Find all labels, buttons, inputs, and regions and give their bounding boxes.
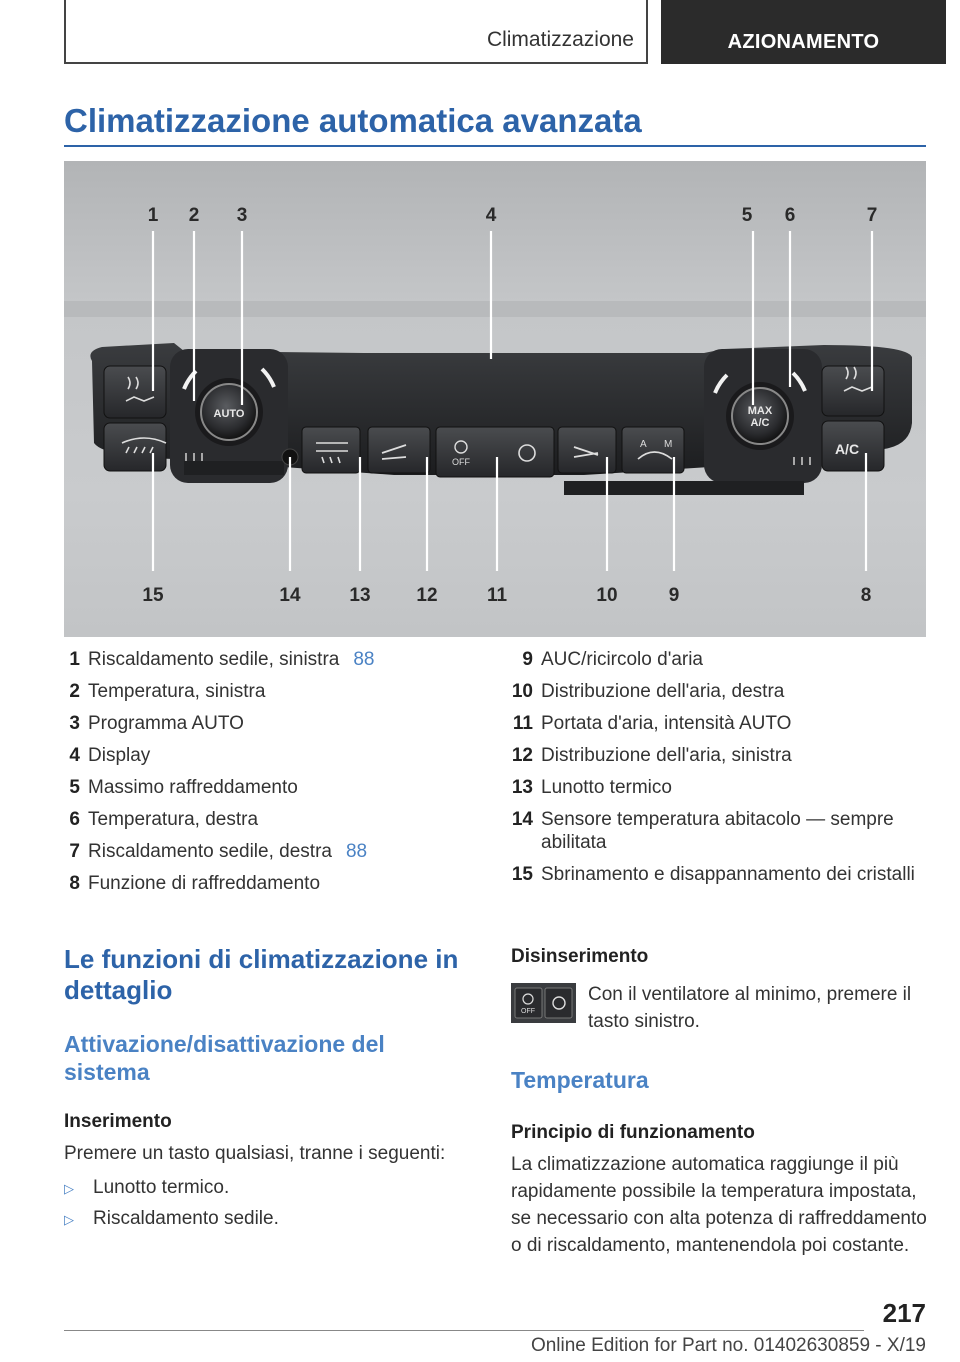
legend-number: 14 bbox=[511, 809, 533, 830]
legend-number: 9 bbox=[522, 649, 533, 670]
legend-label: Portata d'aria, intensità AUTO bbox=[541, 713, 792, 734]
legend-label: Riscaldamento sedile, sinistra bbox=[88, 649, 340, 670]
max-knob-label-1: MAX bbox=[747, 405, 773, 417]
header-chapter-tab: AZIONAMENTO bbox=[661, 0, 946, 64]
legend-number: 11 bbox=[512, 713, 533, 734]
legend-label: Sensore temperatura abitacolo — sempre abilitata bbox=[541, 809, 894, 853]
callout-number: 5 bbox=[741, 205, 753, 226]
callout-number: 6 bbox=[784, 205, 796, 226]
legend-item bbox=[64, 776, 484, 799]
legend-item bbox=[64, 840, 484, 863]
thumb-off-label: OFF bbox=[521, 1008, 535, 1015]
legend-label: Sbrinamento e disappannamento dei cristalli bbox=[541, 864, 915, 885]
legend-number: 7 bbox=[69, 841, 80, 862]
legend-text bbox=[533, 680, 784, 703]
inserimento-title: Inserimento bbox=[64, 1111, 172, 1132]
callout-number: 11 bbox=[486, 585, 508, 606]
callout-number: 4 bbox=[485, 205, 497, 226]
max-knob-label-2: A/C bbox=[750, 417, 770, 429]
legend-label: Funzione di raffreddamento bbox=[88, 873, 321, 894]
legend-text bbox=[80, 872, 320, 895]
auto-knob-label: AUTO bbox=[213, 408, 245, 420]
bullet-text: Riscaldamento sedile. bbox=[93, 1208, 279, 1229]
bullet-item bbox=[64, 1177, 229, 1199]
legend-item bbox=[510, 776, 930, 799]
triangle-bullet-icon: ▷ bbox=[64, 1181, 74, 1196]
legend-item bbox=[64, 680, 484, 703]
callout-number: 1 bbox=[147, 205, 159, 226]
legend-text bbox=[533, 744, 792, 767]
legend-left bbox=[64, 648, 484, 904]
disinserimento-text: Con il ventilatore al minimo, premere il tasto sinistro. bbox=[588, 984, 912, 1032]
legend-item bbox=[64, 648, 484, 671]
auc-m-label: M bbox=[664, 439, 673, 450]
bullet-item bbox=[64, 1208, 279, 1230]
page-number: 217 bbox=[882, 1298, 926, 1328]
legend-label: Temperatura, sinistra bbox=[88, 681, 266, 702]
legend-label: Riscaldamento sedile, destra bbox=[88, 841, 332, 862]
legend-right bbox=[510, 648, 930, 895]
callout-number: 15 bbox=[142, 585, 164, 606]
callout-number: 14 bbox=[279, 585, 301, 606]
subheading-activation: Attivazione/disattivazione del sistema bbox=[64, 1031, 385, 1085]
legend-label: Distribuzione dell'aria, destra bbox=[541, 681, 785, 702]
legend-text bbox=[80, 712, 244, 735]
title-rule bbox=[64, 145, 926, 147]
callout-number: 2 bbox=[188, 205, 200, 226]
auc-a-label: A bbox=[640, 439, 647, 450]
legend-text bbox=[533, 863, 915, 886]
principle-title: Principio di funzionamento bbox=[511, 1122, 755, 1143]
callout-number: 3 bbox=[236, 205, 248, 226]
page-title: Climatizzazione automatica avanzata bbox=[64, 102, 642, 139]
legend-item bbox=[510, 680, 930, 703]
legend-item bbox=[510, 712, 930, 735]
legend-text bbox=[533, 648, 703, 671]
principle-text: La climatizzazione automatica raggiunge il più rapidamente possibile la temperatura impostata, se necessario con alta potenza di raffreddamento o di riscaldamento, mantenendola poi costante. bbox=[511, 1154, 927, 1256]
legend-number: 13 bbox=[511, 777, 533, 798]
section-heading-functions: Le funzioni di climatizzazione in dettaglio bbox=[64, 944, 459, 1005]
legend-item bbox=[510, 648, 930, 671]
legend-item bbox=[510, 863, 930, 886]
callout-number: 13 bbox=[349, 585, 371, 606]
callout-number: 9 bbox=[668, 585, 680, 606]
legend-text bbox=[80, 808, 258, 831]
legend-text bbox=[533, 776, 672, 799]
legend-label: Massimo raffreddamento bbox=[88, 777, 298, 798]
legend-item bbox=[64, 744, 484, 767]
legend-text bbox=[80, 648, 374, 671]
legend-label: Temperatura, destra bbox=[88, 809, 259, 830]
footer-edition: Online Edition for Part no. 01402630859 - X/19 bbox=[530, 1335, 926, 1356]
legend-item bbox=[64, 872, 484, 895]
inserimento-text: Premere un tasto qualsiasi, tranne i seguenti: bbox=[64, 1143, 446, 1164]
legend-item bbox=[510, 808, 930, 854]
legend-label: Lunotto termico bbox=[541, 777, 672, 798]
legend-text bbox=[533, 712, 791, 735]
callout-number: 8 bbox=[860, 585, 872, 606]
page-reference-link[interactable]: 88 bbox=[345, 841, 368, 862]
footer-rule bbox=[64, 1330, 864, 1331]
legend-number: 5 bbox=[69, 777, 80, 798]
legend-label: Distribuzione dell'aria, sinistra bbox=[541, 745, 792, 766]
legend-number: 6 bbox=[69, 809, 80, 830]
legend-item bbox=[64, 712, 484, 735]
callout-number: 10 bbox=[596, 585, 618, 606]
legend-number: 12 bbox=[511, 745, 533, 766]
legend-number: 2 bbox=[69, 681, 80, 702]
callout-number: 7 bbox=[866, 205, 878, 226]
legend-item bbox=[64, 808, 484, 831]
legend-text bbox=[80, 840, 367, 863]
legend-number: 10 bbox=[511, 681, 533, 702]
disinserimento-title: Disinserimento bbox=[511, 946, 649, 967]
climate-panel-figure bbox=[64, 161, 926, 637]
callout-number: 12 bbox=[416, 585, 438, 606]
legend-number: 1 bbox=[69, 649, 80, 670]
fan-button-thumbnail bbox=[511, 983, 576, 1023]
heading-temperatura: Temperatura bbox=[511, 1067, 649, 1093]
header-section-box bbox=[64, 0, 648, 64]
legend-text bbox=[80, 776, 298, 799]
fan-off-label: OFF bbox=[452, 457, 470, 467]
legend-number: 8 bbox=[69, 873, 80, 894]
header-section-title: Climatizzazione bbox=[486, 28, 634, 51]
legend-text bbox=[80, 680, 265, 703]
legend-text bbox=[80, 744, 150, 767]
legend-label: AUC/ricircolo d'aria bbox=[541, 649, 704, 670]
triangle-bullet-icon: ▷ bbox=[64, 1212, 74, 1227]
ac-button-label: A/C bbox=[834, 441, 860, 457]
legend-number: 4 bbox=[69, 745, 80, 766]
page-reference-link[interactable]: 88 bbox=[353, 649, 375, 670]
legend-item bbox=[510, 744, 930, 767]
legend-label: Display bbox=[88, 745, 151, 766]
legend-label: Programma AUTO bbox=[88, 713, 244, 734]
legend-text bbox=[533, 808, 930, 854]
bullet-text: Lunotto termico. bbox=[93, 1177, 230, 1198]
legend-number: 15 bbox=[511, 864, 533, 885]
legend-number: 3 bbox=[69, 713, 80, 734]
